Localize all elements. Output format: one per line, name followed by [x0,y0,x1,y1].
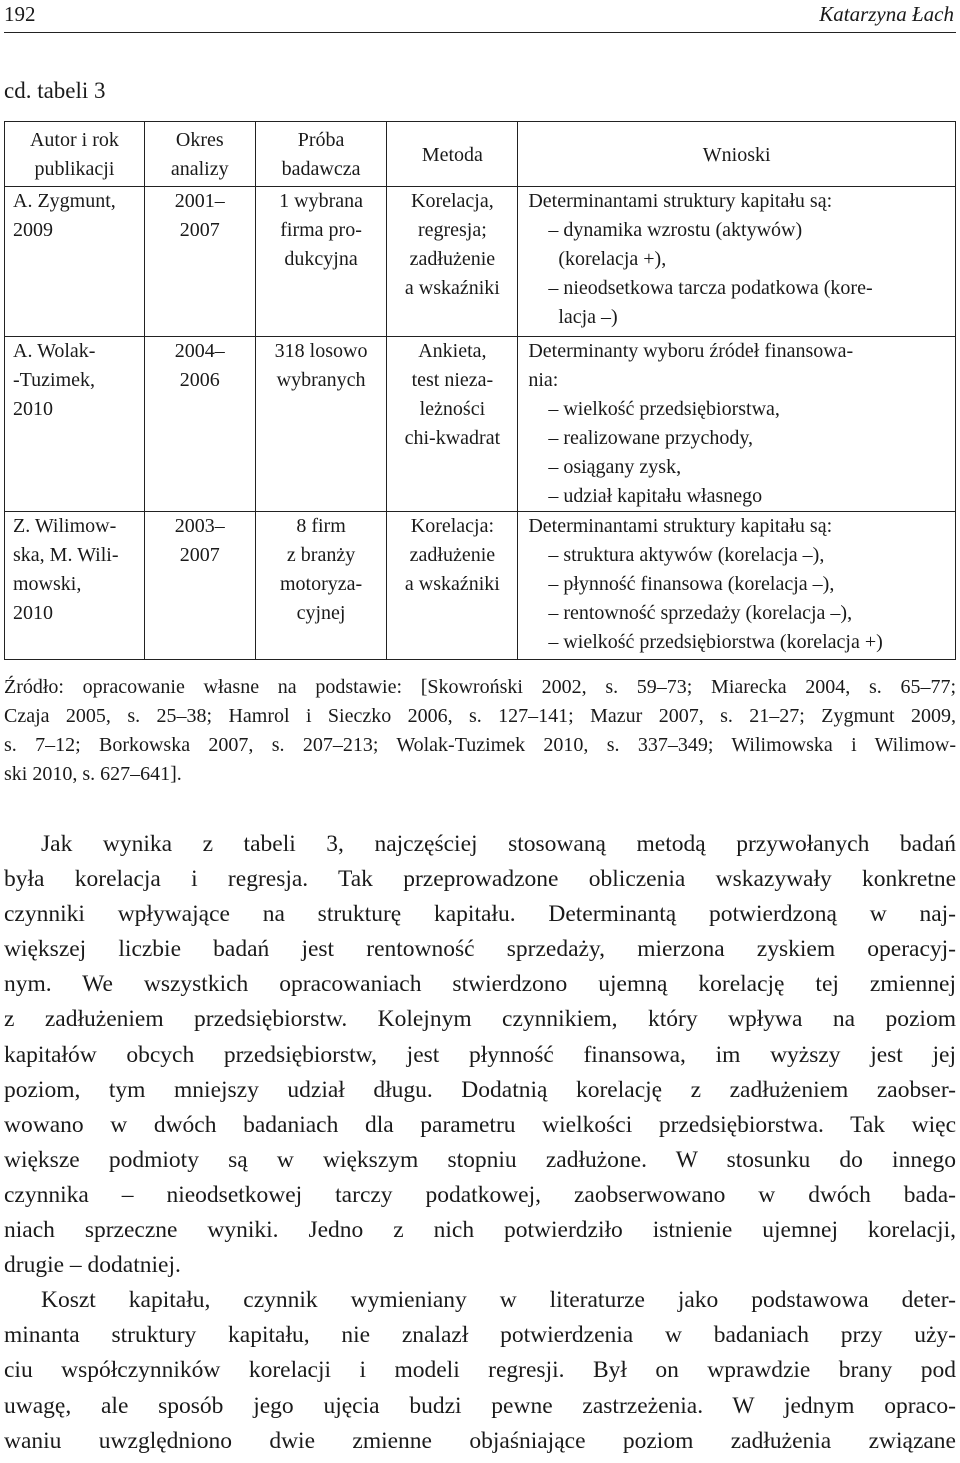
cell-period [144,512,255,660]
cell-period-line: 2006 [179,369,220,391]
paragraph-line: waniu uwzględniono dwie zmienne objaśniające poziom zadłużenia związane [4,1427,956,1454]
cell-author-line: 2009 [13,219,53,241]
cell-conclusions [518,337,956,512]
cell-period-line: 2001– [174,190,225,212]
column-header-text: Okres [175,129,224,151]
cell-period-line: 2003– [174,515,225,537]
column-header-text: Próba [297,129,345,151]
column-header-text: Metoda [421,143,483,166]
running-header-author: Katarzyna Łach [819,2,954,26]
paragraph-line: kapitałów obcych przedsiębiorstw, jest płynność finansowa, im wyższy jest jej [4,1041,956,1068]
conclusion-list-item: – dynamika wzrostu (aktywów) [548,219,803,241]
cell-period [144,337,255,512]
conclusion-lead: Determinantami struktury kapitału są: [528,190,833,212]
cell-method-line: Ankieta, [418,340,487,362]
conclusion-list-item: – nieodsetkowa tarcza podatkowa (kore- [548,277,873,299]
conclusion-list-item: – wielkość przedsiębiorstwa (korelacja +) [548,631,883,653]
cell-period-line: 2004– [174,340,225,362]
column-header-text: analizy [170,158,229,180]
conclusion-list-item: – osiągany zysk, [548,456,682,478]
paragraph [4,827,956,1283]
source-note [4,673,956,789]
paragraph-line: ciu współczynników korelacji i modeli regresji. Był on wprawdzie brany pod [4,1357,956,1384]
column-header [144,122,255,187]
cell-sample [255,337,387,512]
cell-sample-line: firma pro- [280,219,362,241]
cell-sample-line: cyjnej [296,602,346,624]
paragraph-line: uwagę, ale sposób jego ujęcia budzi pewne zastrzeżenia. W jednym opraco- [4,1392,956,1419]
cell-period-line: 2007 [179,219,220,241]
paragraph-line: czynnika – nieodsetkowej tarczy podatkowej, zaobserwowano w dwóch bada- [4,1181,956,1208]
cell-method-line: Korelacja: [410,515,495,537]
page-number: 192 [4,2,36,26]
cell-author [5,337,145,512]
paragraph-line: poziom, tym mniejszy udział długu. Dodatnią korelację z zadłużeniem zaobser- [4,1076,956,1103]
column-header-text: Wnioski [702,143,771,166]
source-note-line: ski 2010, s. 627–641]. [4,763,182,785]
cell-author-line: mowski, [13,573,82,595]
cell-author-line: -Tuzimek, [13,369,96,391]
table-row [5,512,956,660]
cell-period-line: 2007 [179,544,220,566]
cell-sample-line: z branży [286,544,356,566]
column-header-text: Autor i rok [29,129,119,151]
paragraph-line: z zadłużeniem przedsiębiorstw. Kolejnym czynnikiem, który wpływa na poziom [4,1006,956,1033]
cell-method [387,187,518,337]
paragraph-line: nym. We wszystkich opracowaniach stwierdzono ujemną korelację tej zmiennej [4,971,956,998]
cell-method-line: a wskaźniki [404,277,500,299]
conclusion-list-item: lacja –) [558,306,618,328]
cell-author-line: 2010 [13,602,53,624]
source-note-line: Źródło: opracowanie własne na podstawie: [Skowroński 2002, s. 59–73; Miarecka 2004, s. 65–77; [4,676,956,698]
conclusion-list-item: (korelacja +), [558,248,667,270]
paragraph-line: była korelacja i regresja. Tak przeprowadzone obliczenia wskazywały konkretne [4,866,956,893]
conclusion-list-item: – wielkość przedsiębiorstwa, [548,398,780,420]
table-row [5,187,956,337]
cell-sample-line: motoryza- [279,573,363,595]
cell-author [5,512,145,660]
conclusion-list-item: – płynność finansowa (korelacja –), [548,573,835,595]
column-header [255,122,387,187]
cell-sample-line: 8 firm [296,515,346,537]
cell-sample [255,187,387,337]
table-header-row [5,122,956,187]
conclusion-list-item: – struktura aktywów (korelacja –), [548,544,825,566]
column-header [5,122,145,187]
cell-method-line: leżności [419,398,486,420]
cell-period [144,187,255,337]
column-header-text: publikacji [34,158,115,180]
cell-conclusions [518,512,956,660]
paragraph-line: większej liczbie badań jest rentowność sprzedaży, mierzona zyskiem operacyj- [4,936,956,963]
conclusion-list-item: – realizowane przychody, [548,427,754,449]
cell-author-line: A. Wolak- [13,340,96,362]
cell-sample-line: 318 losowo [274,340,368,362]
table-row [5,337,956,512]
cell-method [387,337,518,512]
conclusion-lead: nia: [528,369,559,391]
conclusion-lead: Determinanty wyboru źródeł finansowa- [528,340,854,362]
cell-method-line: a wskaźniki [404,573,500,595]
cell-author-line: Z. Wilimow- [13,515,117,537]
cell-method-line: zadłużenie [409,248,496,270]
running-header [4,0,956,33]
literature-review-table [4,121,956,660]
cell-sample-line: wybranych [276,369,366,391]
paragraph-line: większe podmioty są w większym stopniu zadłużone. W stosunku do innego [4,1146,956,1173]
paragraph-line: drugie – dodatniej. [4,1252,181,1279]
column-header-text: badawcza [281,158,361,180]
cell-sample-line: 1 wybrana [279,190,363,212]
conclusion-lead: Determinantami struktury kapitału są: [528,515,833,537]
cell-conclusions [518,187,956,337]
column-header [518,122,956,187]
conclusion-list-item: – udział kapitału własnego [548,485,763,507]
paragraph-line: minanta struktury kapitału, nie znalazł potwierdzenia w badaniach przy uży- [4,1322,956,1349]
cell-author-line: A. Zygmunt, [13,190,116,212]
cell-method-line: test nieza- [411,369,494,391]
paragraph [4,1283,956,1458]
cell-method-line: zadłużenie [409,544,496,566]
paragraph-line: Jak wynika z tabeli 3, najczęściej stosowaną metodą przywołanych badań [41,831,956,857]
cell-sample-line: dukcyjna [284,248,358,270]
cell-author-line: ska, M. Wili- [13,544,119,566]
cell-method-line: regresja; [417,219,487,241]
cell-author [5,187,145,337]
cell-sample [255,512,387,660]
cell-method-line: Korelacja, [411,190,494,212]
conclusion-list-item: – rentowność sprzedaży (korelacja –), [548,602,853,624]
paragraph-line: niach sprzeczne wyniki. Jedno z nich potwierdziło istnienie ujemnej korelacji, [4,1217,956,1244]
cell-method [387,512,518,660]
body-text [4,827,956,1459]
paragraph-line: wowano w dwóch badaniach dla parametru wielkości przedsiębiorstwa. Tak więc [4,1111,956,1138]
cell-method-line: chi-kwadrat [404,427,501,449]
paragraph-line: Koszt kapitału, czynnik wymieniany w literaturze jako podstawowa deter- [41,1287,956,1314]
cell-author-line: 2010 [13,398,53,420]
table-caption: cd. tabeli 3 [4,78,106,103]
source-note-line: Czaja 2005, s. 25–38; Hamrol i Sieczko 2006, s. 127–141; Mazur 2007, s. 21–27; Zygmunt 2009, [4,705,956,727]
source-note-line: s. 7–12; Borkowska 2007, s. 207–213; Wolak-Tuzimek 2010, s. 337–349; Wilimowska i Wilimow- [4,734,956,756]
paragraph-line: czynniki wpływające na strukturę kapitału. Determinantą potwierdzoną w naj- [4,901,956,928]
column-header [387,122,518,187]
